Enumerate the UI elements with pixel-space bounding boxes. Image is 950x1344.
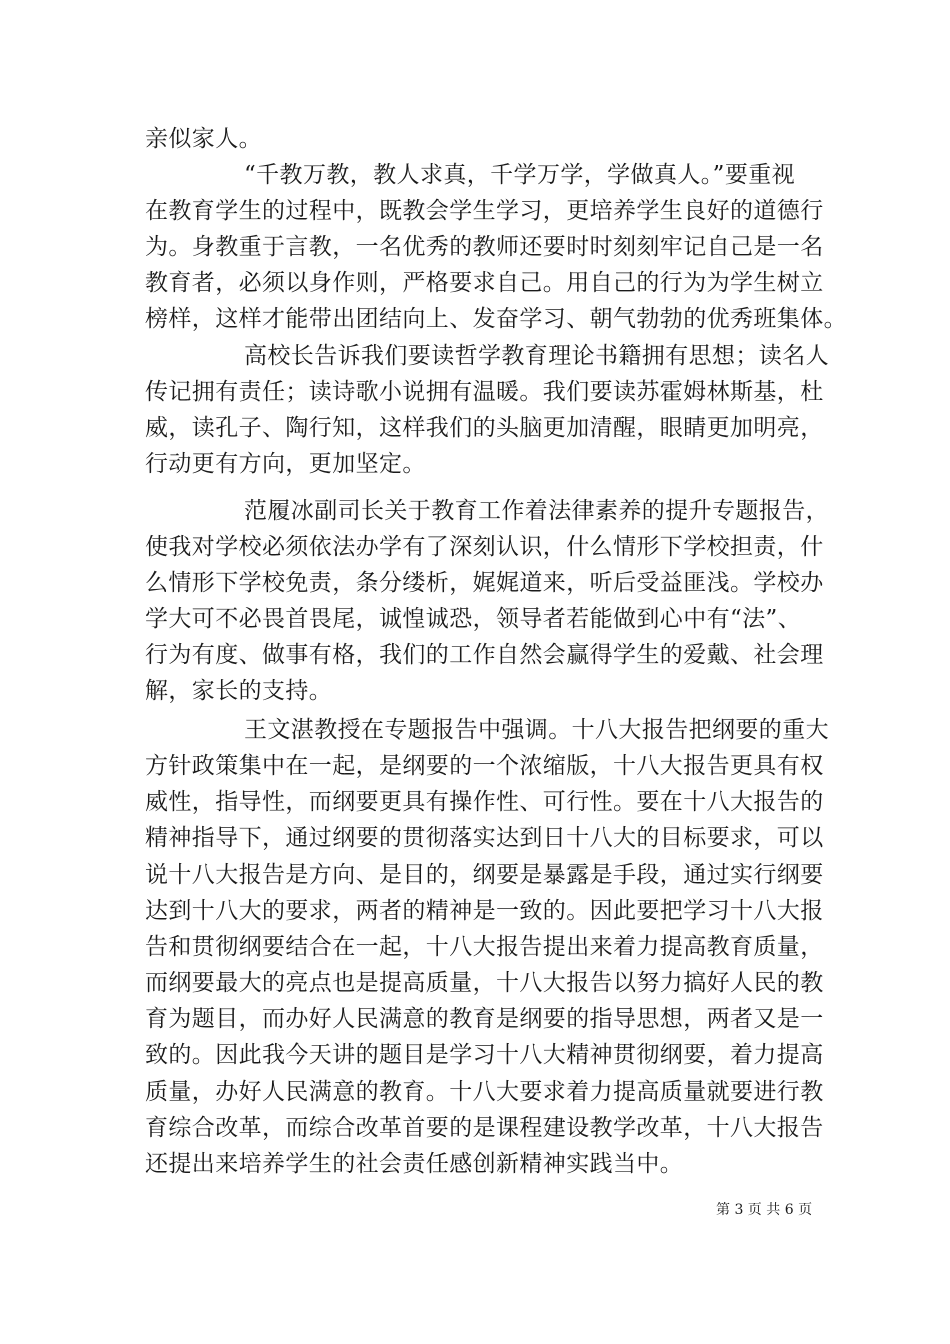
text-line: 行为有度、做事有格，我们的工作自然会赢得学生的爱戴、社会理 (145, 642, 824, 668)
text-line: 么情形下学校免责，条分缕析，娓娓道来，听后受益匪浅。学校办 (145, 570, 824, 596)
text-line: 为。身教重于言教，一名优秀的教师还要时时刻刻牢记自己是一名 (145, 234, 824, 260)
text-line: 育综合改革，而综合改革首要的是课程建设教学改革，十八大报告 (145, 1115, 824, 1141)
text-line: 使我对学校必须依法办学有了深刻认识，什么情形下学校担责，什 (145, 534, 824, 560)
paragraph-start-line: 高校长告诉我们要读哲学教育理论书籍拥有思想；读名人 (244, 343, 829, 369)
text-line: 教育者，必须以身作则，严格要求自己。用自己的行为为学生树立 (145, 270, 824, 296)
text-line: 行动更有方向，更加坚定。 (145, 451, 426, 477)
text-line: 亲似家人。 (145, 126, 262, 152)
paragraph-start-line: 王文湛教授在专题报告中强调。十八大报告把纲要的重大 (244, 717, 829, 743)
text-line: 榜样，这样才能带出团结向上、发奋学习、朝气勃勃的优秀班集体。 (145, 306, 847, 332)
text-line: 传记拥有责任；读诗歌小说拥有温暖。我们要读苏霍姆林斯基，杜 (145, 379, 824, 405)
text-line: 还提出来培养学生的社会责任感创新精神实践当中。 (145, 1151, 684, 1177)
text-line: 在教育学生的过程中，既教会学生学习，更培养学生良好的道德行 (145, 198, 824, 224)
text-line: 质量，办好人民满意的教育。十八大要求着力提高质量就要进行教 (145, 1079, 824, 1105)
text-line: 解，家长的支持。 (145, 678, 333, 704)
text-line: 告和贯彻纲要结合在一起，十八大报告提出来着力提高教育质量， (145, 934, 824, 960)
text-line: 学大可不必畏首畏尾，诚惶诚恐，领导者若能做到心中有“法”、 (145, 606, 802, 632)
text-line: 方针政策集中在一起，是纲要的一个浓缩版，十八大报告更具有权 (145, 753, 824, 779)
paragraph-start-line: “千教万教，教人求真，千学万学，学做真人。”要重视 (244, 162, 796, 188)
text-line: 威，读孔子、陶行知，这样我们的头脑更加清醒，眼睛更加明亮， (145, 415, 824, 441)
text-line: 说十八大报告是方向、是目的，纲要是暴露是手段，通过实行纲要 (145, 862, 824, 888)
page-number-footer: 第 3 页 共 6 页 (716, 1202, 813, 1218)
text-line: 精神指导下，通过纲要的贯彻落实达到日十八大的目标要求，可以 (145, 825, 824, 851)
text-line: 而纲要最大的亮点也是提高质量，十八大报告以努力搞好人民的教 (145, 970, 824, 996)
text-line: 致的。因此我今天讲的题目是学习十八大精神贯彻纲要，着力提高 (145, 1042, 824, 1068)
text-line: 育为题目，而办好人民满意的教育是纲要的指导思想，两者又是一 (145, 1006, 824, 1032)
paragraph-start-line: 范履冰副司长关于教育工作着法律素养的提升专题报告， (244, 498, 829, 524)
text-line: 威性，指导性，而纲要更具有操作性、可行性。要在十八大报告的 (145, 789, 824, 815)
text-line: 达到十八大的要求，两者的精神是一致的。因此要把学习十八大报 (145, 898, 824, 924)
